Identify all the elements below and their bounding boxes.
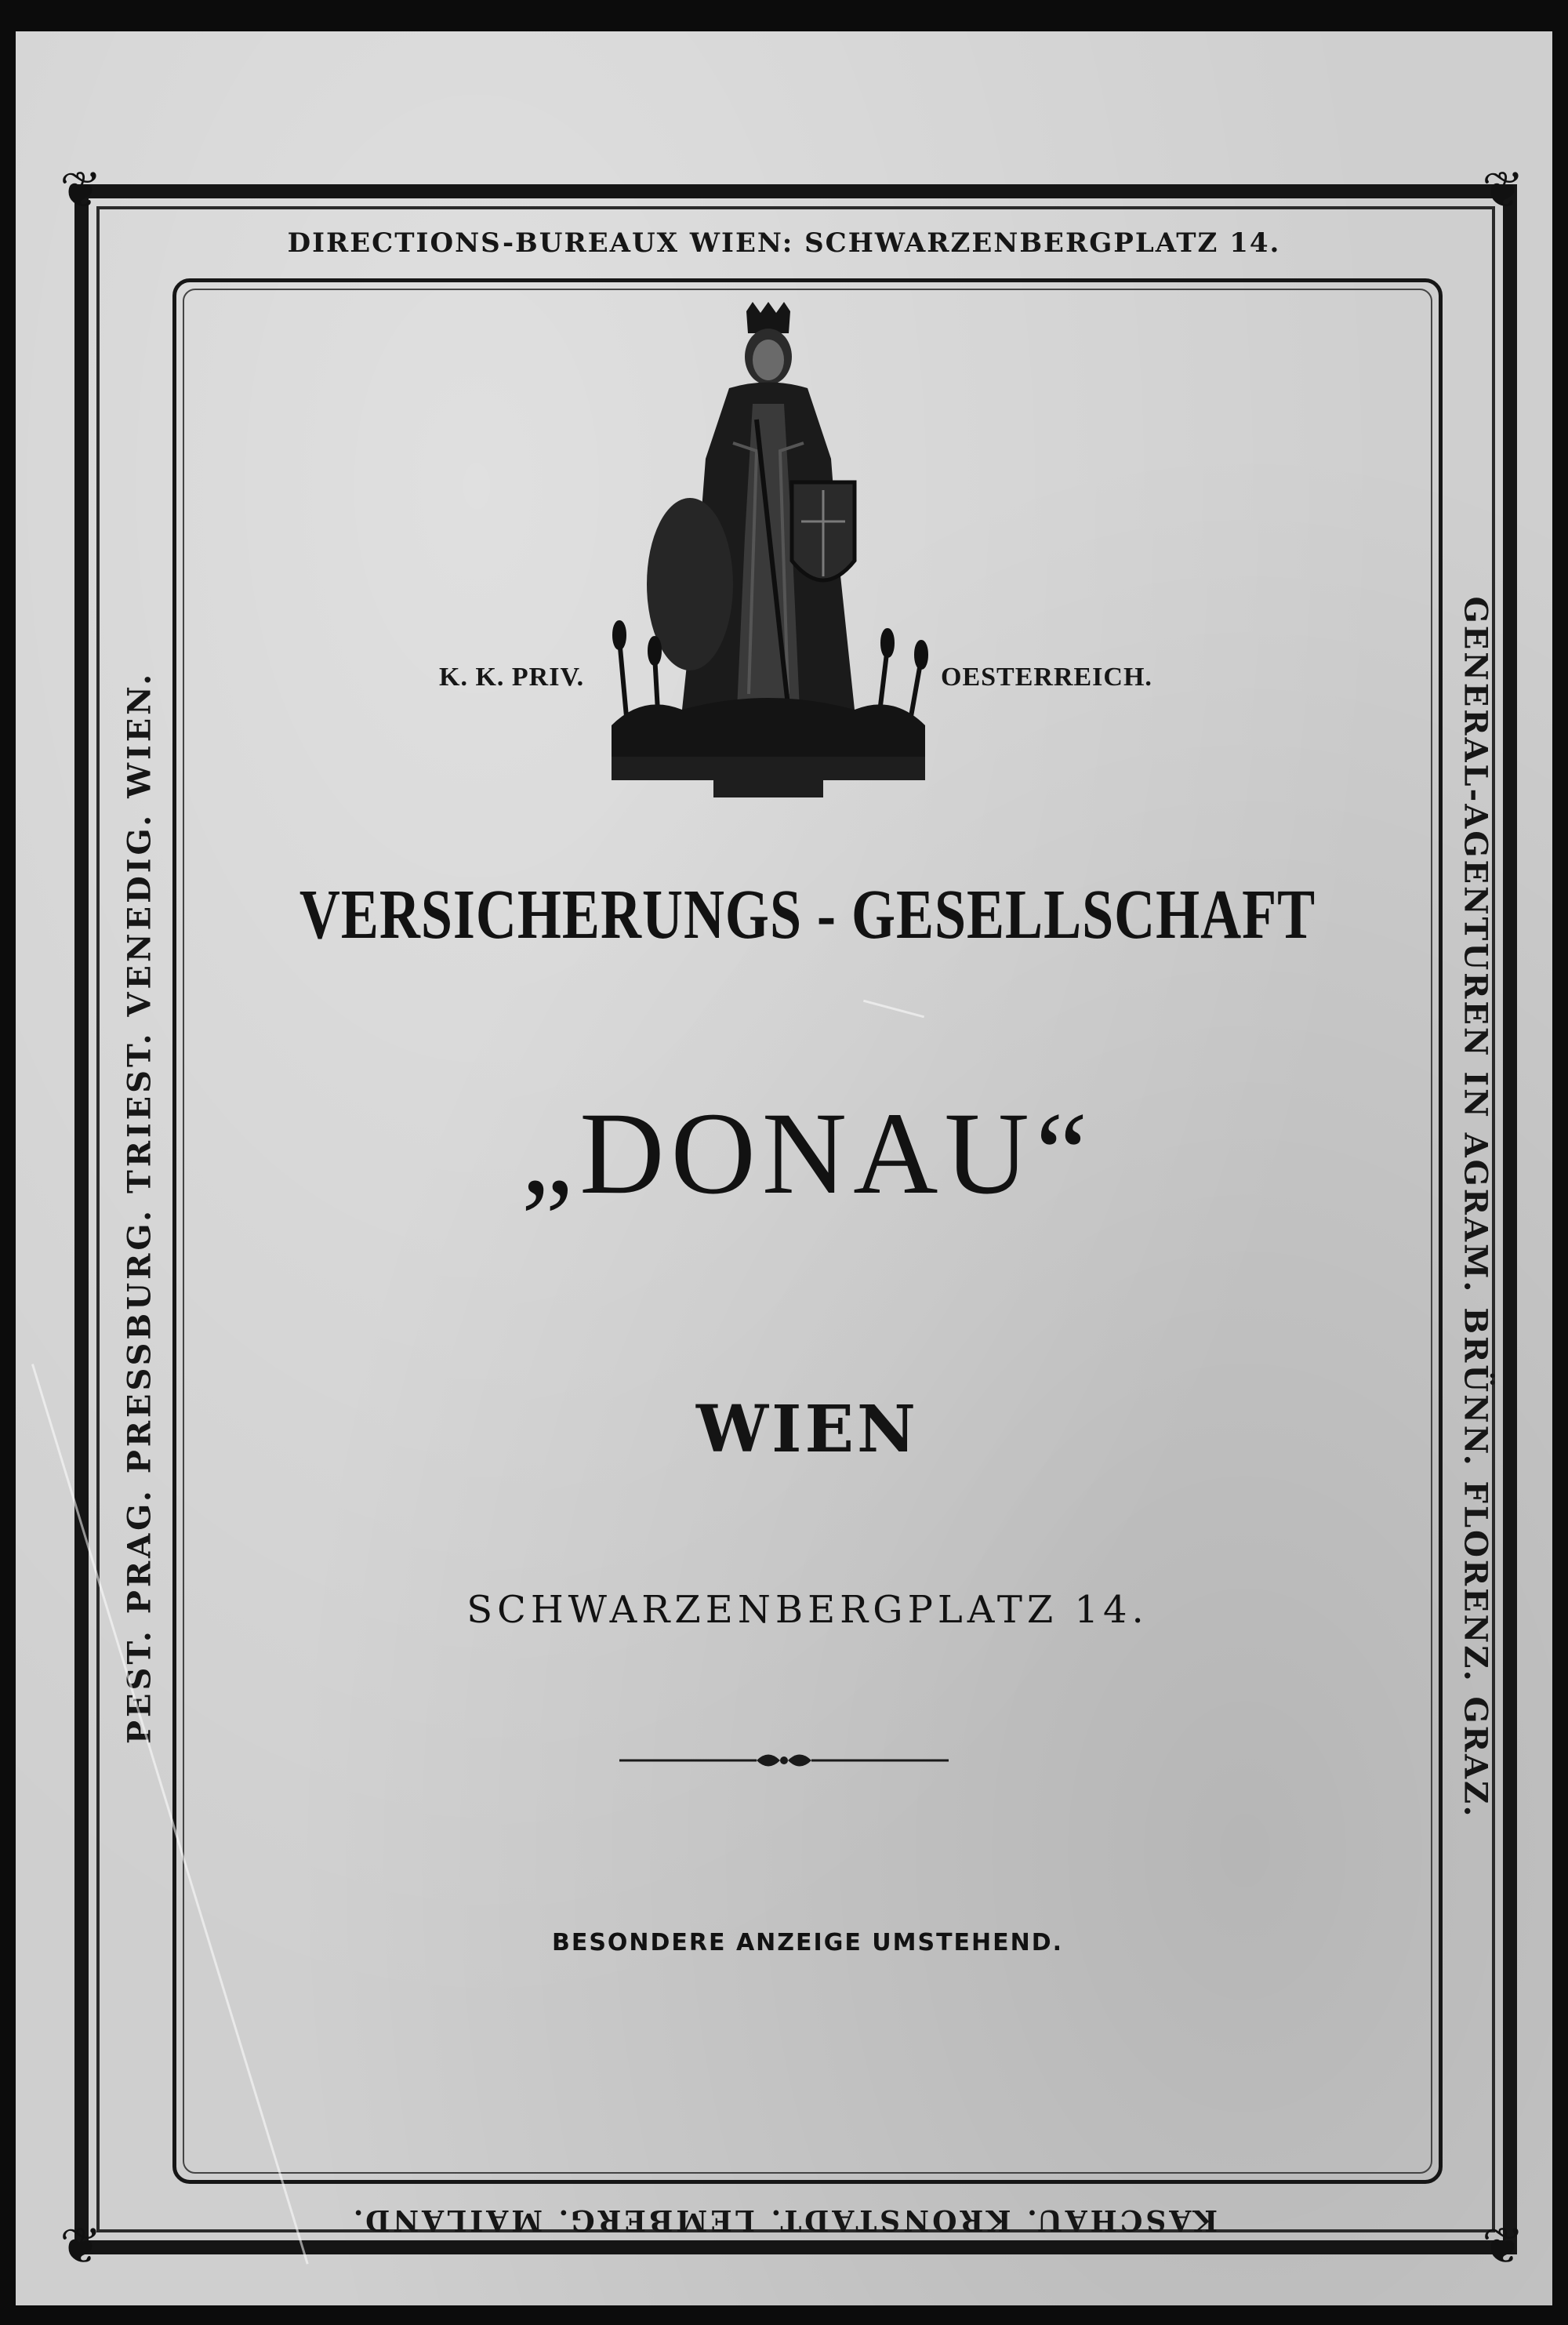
austria-allegory-figure-icon xyxy=(596,302,941,804)
corner-ornament-icon: ❦ xyxy=(1482,162,1524,220)
emblem-left-label: K. K. PRIV. xyxy=(439,663,585,692)
border-text-left: PEST. PRAG. PRESSBURG. TRIEST. VENEDIG. WIEN. xyxy=(121,670,158,1745)
document-page xyxy=(16,31,1552,2305)
border-text-top: DIRECTIONS-BUREAUX WIEN: SCHWARZENBERGPLATZ 14. xyxy=(287,227,1281,259)
corner-ornament-icon: ❦ xyxy=(60,162,102,220)
address-line: SCHWARZENBERGPLATZ 14. xyxy=(466,1588,1149,1632)
divider-ornament-icon xyxy=(619,1745,949,1776)
corner-ornament-icon: ❦ xyxy=(60,2218,102,2276)
border-text-bottom: KASCHAU. KRONSTADT. LEMBERG. MAILAND. xyxy=(350,2203,1218,2236)
notice-line: BESONDERE ANZEIGE UMSTEHEND. xyxy=(551,1929,1064,1956)
corner-ornament-icon: ❦ xyxy=(1482,2218,1524,2276)
company-type-heading: VERSICHERUNGS - GESELLSCHAFT xyxy=(299,874,1316,954)
emblem-right-label: OESTERREICH. xyxy=(941,663,1152,692)
city-heading: WIEN xyxy=(696,1392,919,1467)
company-name-heading: „DONAU“ xyxy=(521,1088,1094,1219)
border-text-right: GENERAL-AGENTUREN IN AGRAM. BRÜNN. FLORENZ. GRAZ. xyxy=(1457,596,1494,1819)
